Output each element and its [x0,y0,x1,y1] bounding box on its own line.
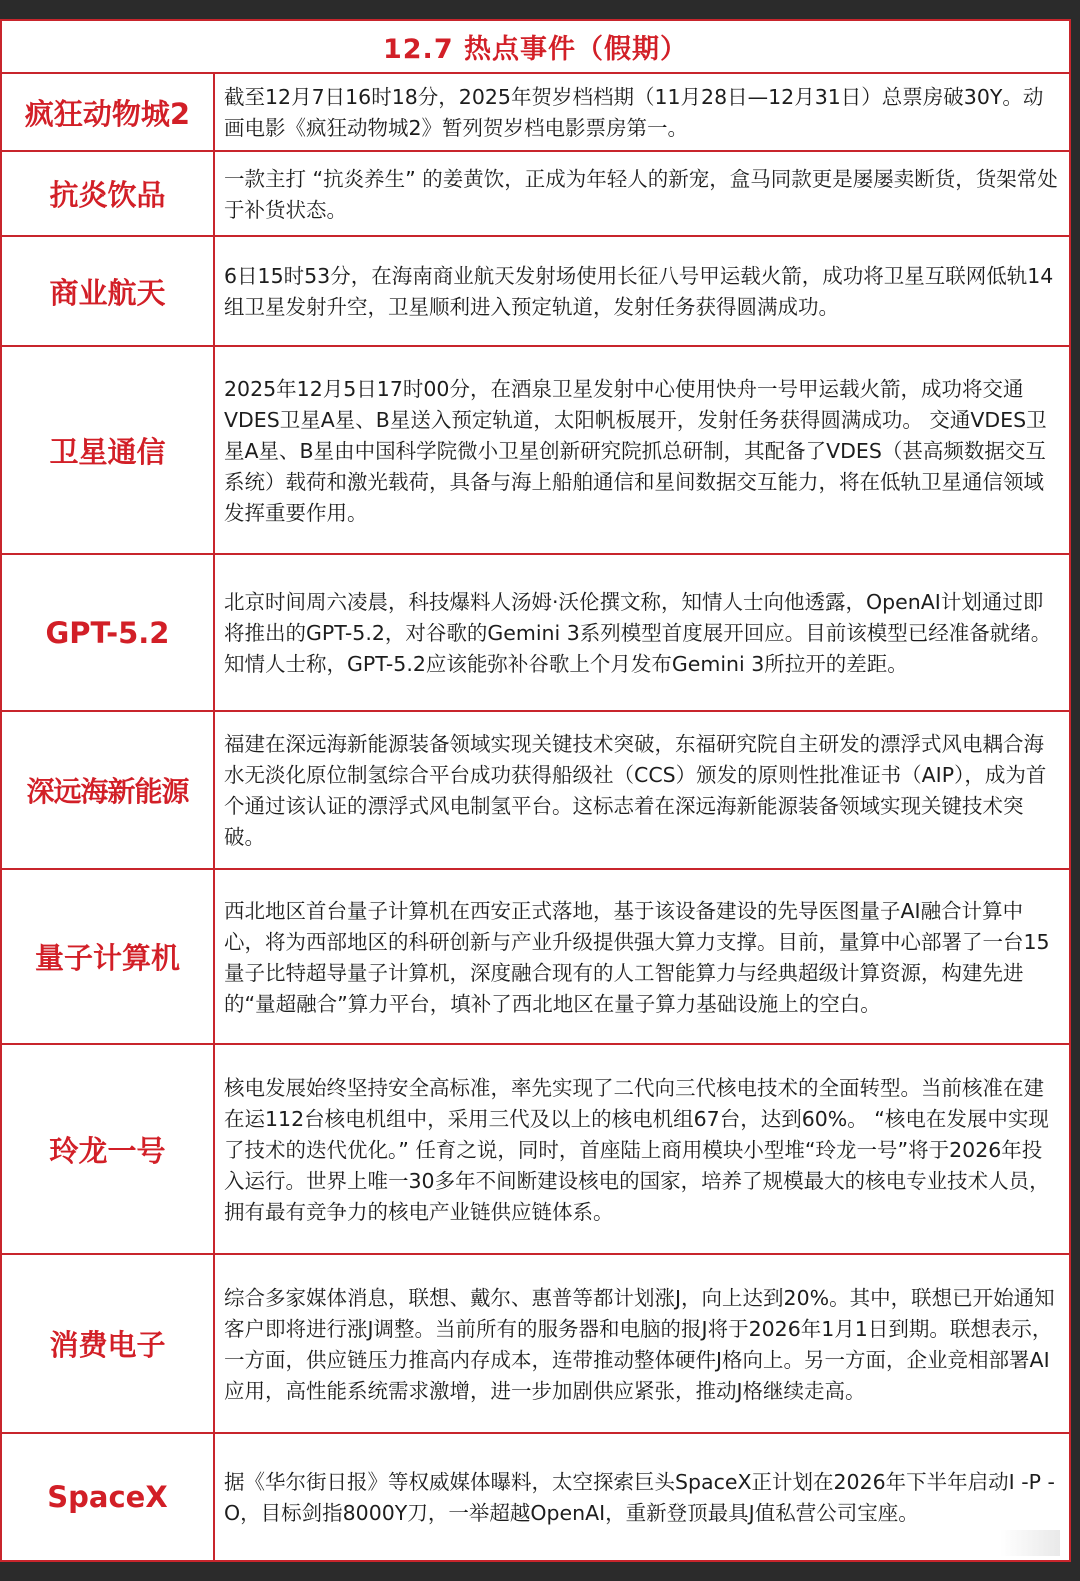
table-row [2,712,1069,870]
description-cell [215,1255,1069,1432]
description-cell [215,870,1069,1043]
topic-cell: 商业航天 [2,237,215,345]
description-text: 福建在深远海新能源装备领域实现关键技术突破，东福研究院自主研发的漂浮式风电耦合海水无淡化原位制氢综合平台成功获得船级社（CCS）颁发的原则性批准证书（AIP），成为首个通过该认证的漂浮式风电制氢平台。这标志着在深远海新能源装备领域实现关键技术突破。 [224,732,1047,849]
topic-cell: 抗炎饮品 [2,152,215,235]
description-text: 核电发展始终坚持安全高标准，率先实现了二代向三代核电技术的全面转型。当前核准在建在运112台核电机组中，采用三代及以上的核电机组67台，达到60%。 “核电在发展中实现了技术的迭代优化。” 任育之说，同时，首座陆上商用模块小型堆“玲龙一号”将于2026年投入运行。世界上唯一30多年不间断建设核电的国家，培养了规模最大的核电专业技术人员，拥有最有竞争力的核电产业链供应链体系。 [224,1075,1050,1224]
topic-cell: GPT-5.2 [2,555,215,710]
page-title: 12.7 热点事件（假期） [382,34,689,65]
description-text: 6日15时53分，在海南商业航天发射场使用长征八号甲运载火箭，成功将卫星互联网低轨14组卫星发射升空，卫星顺利进入预定轨道，发射任务获得圆满成功。 [224,264,1054,319]
description-text: 北京时间周六凌晨，科技爆料人汤姆·沃伦撰文称，知情人士向他透露，OpenAI计划通过即将推出的GPT-5.2，对谷歌的Gemini 3系列模型首度展开回应。目前该模型已经准备就绪。知情人士称，GPT-5.2应该能弥补谷歌上个月发布Gemini 3所拉开的差距。 [224,590,1052,676]
bottom-frame-band [0,1562,1080,1581]
topic-cell: SpaceX [2,1434,215,1560]
table-row [2,152,1069,237]
description-text: 综合多家媒体消息，联想、戴尔、惠普等都计划涨J，向上达到20%。其中，联想已开始通知客户即将进行涨J调整。当前所有的服务器和电脑的报J将于2026年1月1日到期。联想表示，一方面，供应链压力推高内存成本，连带推动整体硬件J格向上。另一方面，企业竞相部署AI应用，高性能系统需求激增，进一步加剧供应紧张，推动J格继续走高。 [224,1285,1055,1403]
watermark-overlay [1000,1530,1060,1556]
topic-cell: 卫星通信 [2,347,215,553]
description-text: 2025年12月5日17时00分，在酒泉卫星发射中心使用快舟一号甲运载火箭，成功将交通VDES卫星A星、B星送入预定轨道，太阳帆板展开，发射任务获得圆满成功。 交通VDES卫星A星、B星由中国科学院微小卫星创新研究院抓总研制，其配备了VDES（甚高频数据交互系统）载荷和激光载荷，具备与海上船舶通信和星间数据交互能力，将在低轨卫星通信领域发挥重要作用。 [224,376,1047,525]
description-text: 截至12月7日16时18分，2025年贺岁档档期（11月28日—12月31日）总票房破30Y。动画电影《疯狂动物城2》暂列贺岁档电影票房第一。 [224,85,1044,140]
topic-cell: 疯狂动物城2 [2,74,215,150]
description-cell [215,74,1069,150]
topic-cell: 消费电子 [2,1255,215,1432]
description-cell [215,347,1069,553]
description-cell [215,712,1069,868]
description-cell [215,1434,1069,1560]
table-row [2,1434,1069,1560]
table-title-row [2,21,1069,74]
description-cell [215,237,1069,345]
topic-cell: 玲龙一号 [2,1045,215,1253]
topic-cell: 量子计算机 [2,870,215,1043]
description-cell [215,1045,1069,1253]
table-row [2,237,1069,347]
top-frame-band [0,0,1080,19]
table-row [2,555,1069,712]
description-text: 据《华尔街日报》等权威媒体曝料，太空探索巨头SpaceX正计划在2026年下半年启动I -P -O，目标剑指8000Y刀，一举超越OpenAI，重新登顶最具J值私营公司宝座。 [224,1470,1055,1525]
table-row [2,1045,1069,1255]
topic-cell: 深远海新能源 [2,712,215,868]
description-text: 西北地区首台量子计算机在西安正式落地，基于该设备建设的先导医图量子AI融合计算中心，将为西部地区的科研创新与产业升级提供强大算力支撑。目前，量算中心部署了一台15量子比特超导量子计算机，深度融合现有的人工智能算力与经典超级计算资源，构建先进的“量超融合”算力平台，填补了西北地区在量子算力基础设施上的空白。 [224,898,1050,1016]
table-row [2,347,1069,555]
table-row [2,1255,1069,1434]
table-row [2,74,1069,152]
description-cell [215,152,1069,235]
description-cell [215,555,1069,710]
table-row [2,870,1069,1045]
description-text: 一款主打 “抗炎养生” 的姜黄饮，正成为年轻人的新宠，盒马同款更是屡屡卖断货，货架常处于补货状态。 [224,166,1058,222]
hot-events-table [0,19,1071,1562]
